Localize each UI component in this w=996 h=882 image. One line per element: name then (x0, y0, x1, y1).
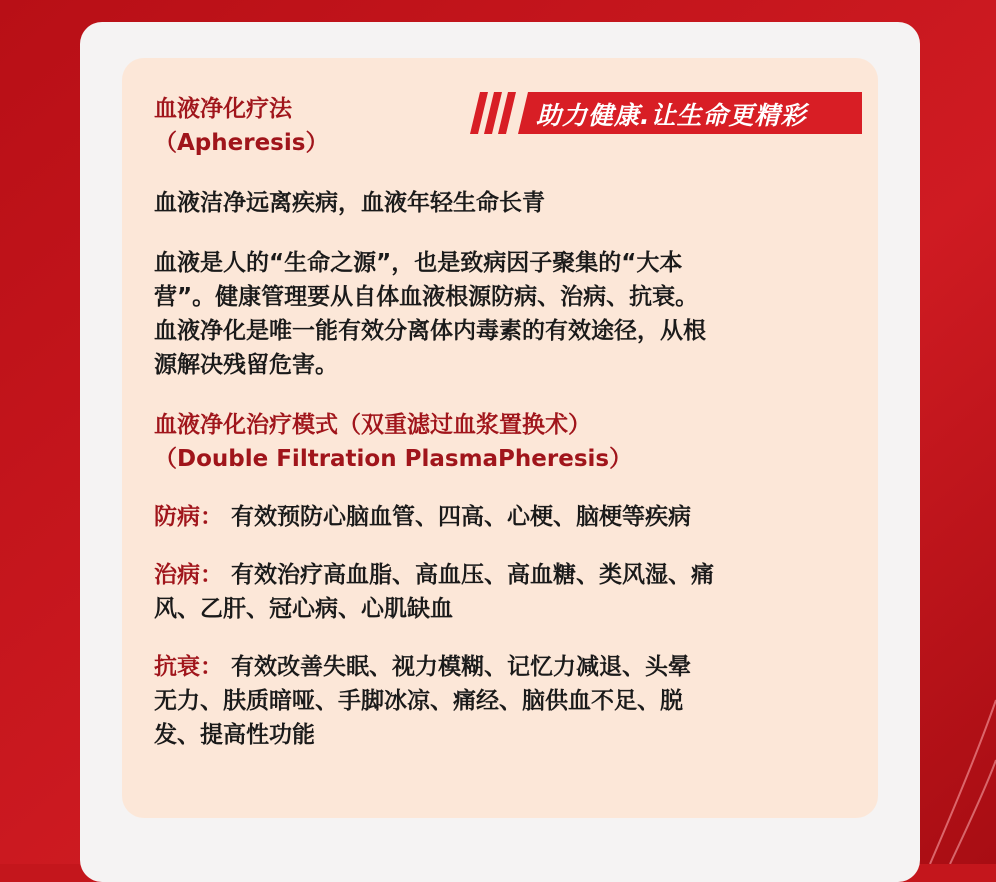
intro-line: 血液净化是唯一能有效分离体内毒素的有效途径，从根 (154, 318, 706, 344)
mode-title-english: （Double Filtration PlasmaPheresis） (154, 446, 633, 472)
anti-aging-text-cont: 无力、肤质暗哑、手脚冰凉、痛经、脑供血不足、脱 (154, 688, 683, 714)
mode-title: 血液净化治疗模式（双重滤过血浆置换术） (154, 412, 591, 438)
anti-aging-text-cont: 发、提高性功能 (154, 722, 315, 748)
tagline: 血液洁净远离疾病，血液年轻生命长青 (154, 190, 545, 216)
section-title: 血液净化疗法 (154, 96, 292, 122)
prevent-text: 有效预防心脑血管、四高、心梗、脑梗等疾病 (231, 504, 692, 530)
slogan-text: 助力健康.让生命更精彩 (536, 101, 807, 130)
treat-label: 治病： (154, 562, 223, 588)
intro-line: 营”。健康管理要从自体血液根源防病、治病、抗衰。 (154, 284, 699, 310)
prevent-label: 防病： (154, 504, 223, 530)
section-title-english: （Apheresis） (154, 130, 329, 156)
intro-line: 源解决残留危害。 (154, 352, 338, 378)
article-content (154, 92, 844, 752)
treat-text-cont: 风、乙肝、冠心病、心肌缺血 (154, 596, 453, 622)
intro-line: 血液是人的“生命之源”，也是致病因子聚集的“大本 (154, 250, 683, 276)
prevent-item (154, 500, 844, 534)
anti-aging-label: 抗衰： (154, 654, 223, 680)
anti-aging-item (154, 650, 844, 684)
treat-item (154, 558, 844, 592)
treat-text: 有效治疗高血脂、高血压、高血糖、类风湿、痛 (231, 562, 715, 588)
anti-aging-text: 有效改善失眠、视力模糊、记忆力减退、头晕 (231, 654, 692, 680)
